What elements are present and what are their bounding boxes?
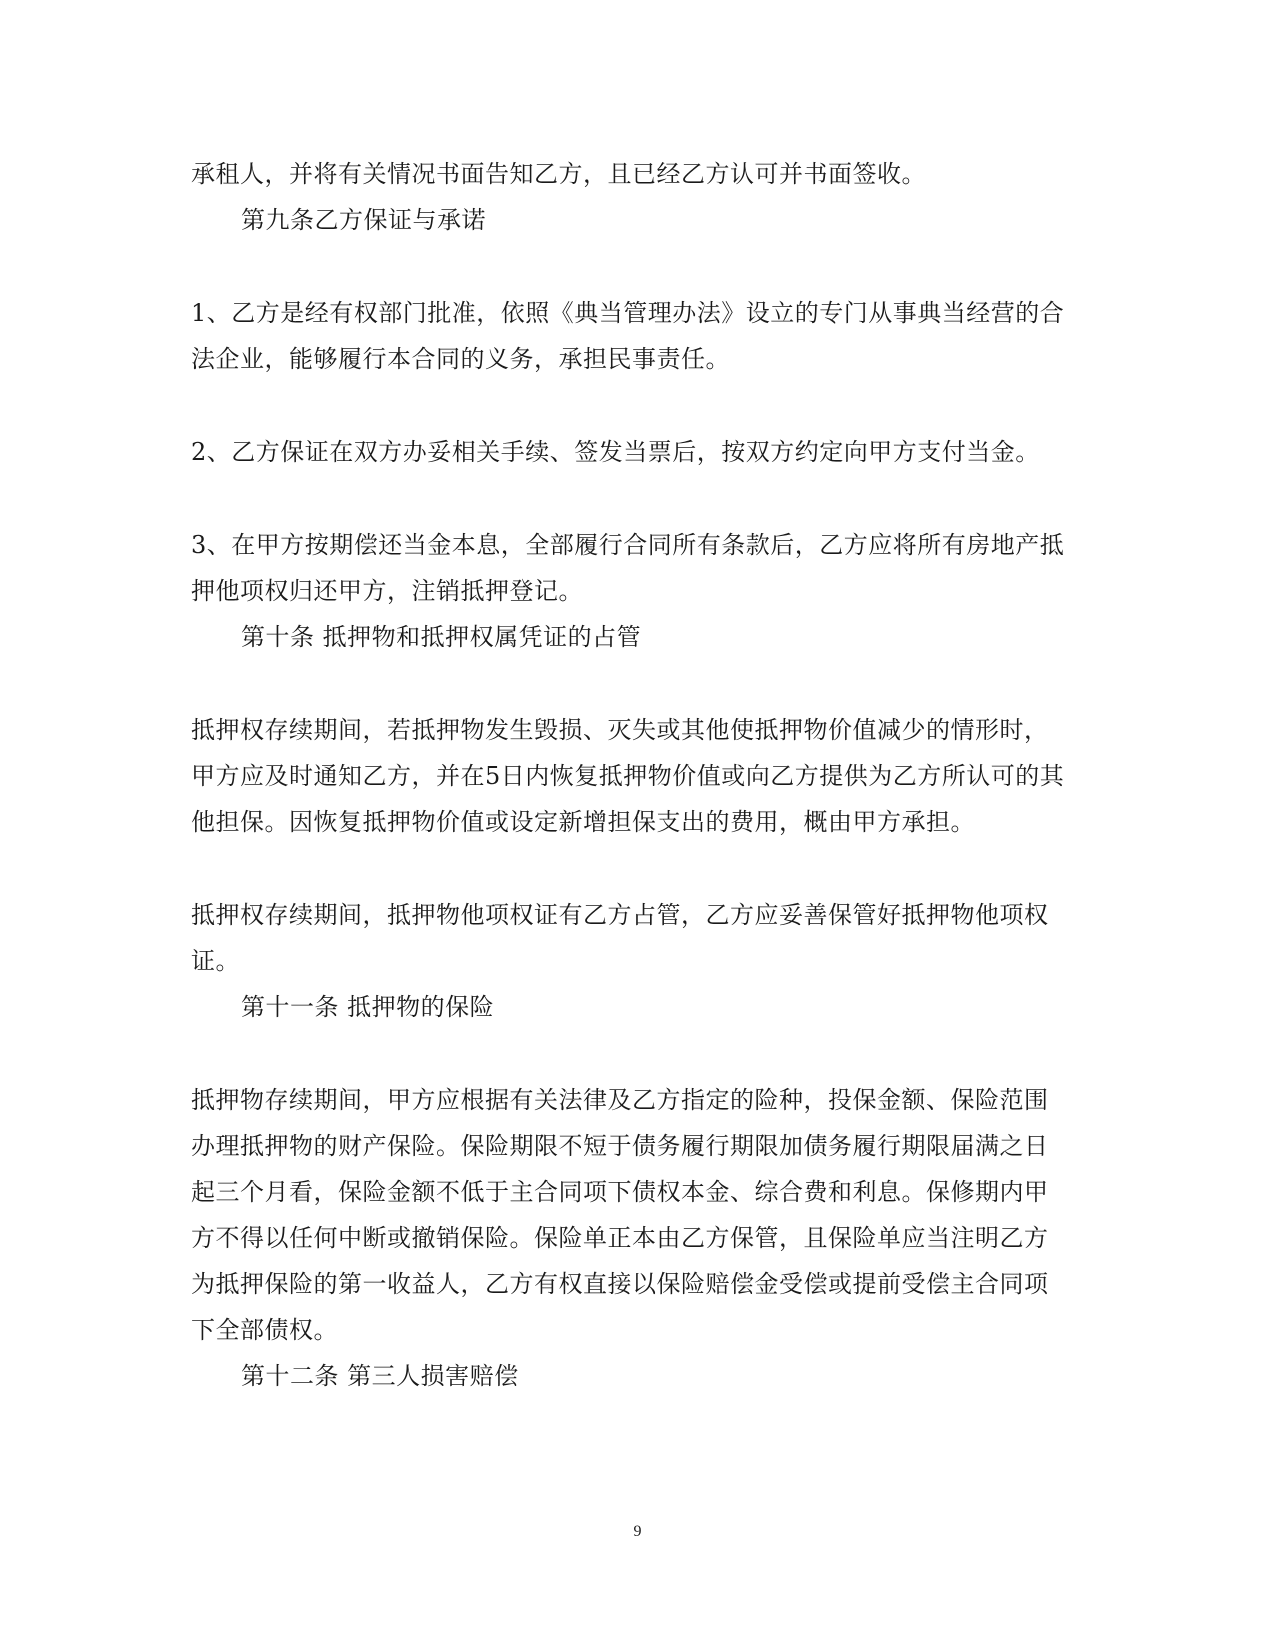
paragraph-line: 押他项权归还甲方，注销抵押登记。 — [191, 577, 583, 605]
paragraph-line: 抵押权存续期间，若抵押物发生毁损、灭失或其他使抵押物价值减少的情形时， — [191, 716, 1049, 744]
article-heading-9: 第九条乙方保证与承诺 — [241, 206, 486, 234]
paragraph-line: 他担保。因恢复抵押物价值或设定新增担保支出的费用，概由甲方承担。 — [191, 808, 975, 836]
paragraph-line: 抵押物存续期间，甲方应根据有关法律及乙方指定的险种，投保金额、保险范围 — [191, 1086, 1049, 1114]
paragraph-line: 2、乙方保证在双方办妥相关手续、签发当票后，按双方约定向甲方支付当金。 — [191, 438, 1040, 466]
paragraph-line: 办理抵押物的财产保险。保险期限不短于债务履行期限加债务履行期限届满之日 — [191, 1132, 1049, 1160]
article-heading-12: 第十二条 第三人损害赔偿 — [241, 1362, 519, 1390]
page-number: 9 — [633, 1523, 642, 1540]
article-heading-10: 第十条 抵押物和抵押权属凭证的占管 — [241, 623, 642, 651]
paragraph-line: 下全部债权。 — [191, 1316, 338, 1344]
paragraph-line: 方不得以任何中断或撤销保险。保险单正本由乙方保管，且保险单应当注明乙方 — [191, 1224, 1049, 1252]
paragraph-line: 法企业，能够履行本合同的义务，承担民事责任。 — [191, 345, 730, 373]
paragraph-line: 起三个月看，保险金额不低于主合同项下债权本金、综合费和利息。保修期内甲 — [191, 1178, 1049, 1206]
paragraph-line: 3、在甲方按期偿还当金本息，全部履行合同所有条款后，乙方应将所有房地产抵 — [191, 531, 1065, 559]
paragraph-line: 承租人，并将有关情况书面告知乙方，且已经乙方认可并书面签收。 — [191, 160, 926, 188]
paragraph-line: 1、乙方是经有权部门批准，依照《典当管理办法》设立的专门从事典当经营的合 — [191, 299, 1065, 327]
paragraph-line: 为抵押保险的第一收益人，乙方有权直接以保险赔偿金受偿或提前受偿主合同项 — [191, 1270, 1049, 1298]
paragraph-line: 甲方应及时通知乙方，并在5日内恢复抵押物价值或向乙方提供为乙方所认可的其 — [191, 762, 1065, 790]
paragraph-line: 证。 — [191, 947, 240, 975]
paragraph-line: 抵押权存续期间，抵押物他项权证有乙方占管，乙方应妥善保管好抵押物他项权 — [191, 901, 1049, 929]
article-heading-11: 第十一条 抵押物的保险 — [241, 993, 495, 1021]
